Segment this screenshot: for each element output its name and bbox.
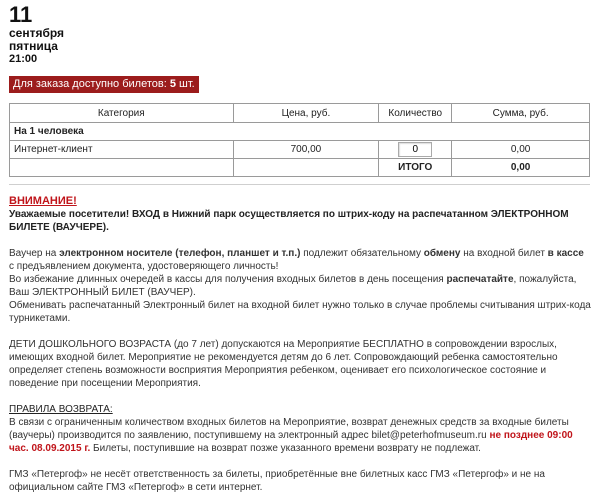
header-quantity: Количество <box>379 104 452 123</box>
refund-heading: ПРАВИЛА ВОЗВРАТА: <box>9 404 113 415</box>
row-sum: 0,00 <box>452 141 590 159</box>
event-date-block <box>9 4 64 65</box>
section-divider <box>9 184 590 185</box>
event-weekday: пятница <box>9 39 58 53</box>
row-category: Интернет-клиент <box>10 141 234 159</box>
disclaimer-paragraph: ГМЗ «Петергоф» не несёт ответственность за билеты, приобретённые вне билетных касс ГМЗ «Петергоф» и не на официальном сайте ГМЗ «Петергоф» в сети интернет. <box>9 469 545 493</box>
header-category: Категория <box>10 104 234 123</box>
queue-paragraph: Во избежание длинных очередей в кассы для получения входных билетов в день посещения распечатайте, пожалуйста, Ваш ЭЛЕКТРОННЫЙ БИЛЕТ (ВАУЧЕР). <box>9 274 577 298</box>
availability-unit: шт. <box>179 78 195 90</box>
quantity-input[interactable] <box>398 142 432 157</box>
notice-section <box>9 195 591 494</box>
total-row <box>10 159 590 177</box>
group-label: На 1 человека <box>10 123 590 141</box>
header-price: Цена, руб. <box>233 104 379 123</box>
ticket-table <box>9 103 590 177</box>
total-sum: 0,00 <box>452 159 590 177</box>
total-label: ИТОГО <box>379 159 452 177</box>
notice-intro: Уважаемые посетители! ВХОД в Нижний парк осуществляется по штрих-коду на распечатанном ЭЛЕКТРОННОМ БИЛЕТЕ (ВАУЧЕРЕ). <box>9 209 569 233</box>
event-time: 21:00 <box>9 53 38 65</box>
availability-text: Для заказа доступно билетов: <box>13 78 167 90</box>
row-price: 700,00 <box>233 141 379 159</box>
exchange-paragraph: Обменивать распечатанный Электронный билет на входной билет нужно только в случае проблемы считывания штрих-кода турникетами. <box>9 300 591 324</box>
group-row <box>10 123 590 141</box>
refund-deadline: не позднее 09:00 час. 08.09.2015 г. <box>9 430 573 454</box>
availability-count: 5 <box>169 78 176 90</box>
header-sum: Сумма, руб. <box>452 104 590 123</box>
children-paragraph: ДЕТИ ДОШКОЛЬНОГО ВОЗРАСТА (до 7 лет) допускаются на Мероприятие БЕСПЛАТНО в сопровождении взрослых, имеющих входной билет. Мероприятие не рекомендуется детям до 6 лет. Сопровождающий ребенка самостоятельно определяет степень возможности восприятия Мероприятия ребенком, оценивает его психологическое состояние и поведение при посещении Мероприятия. <box>9 339 558 389</box>
table-header-row <box>10 104 590 123</box>
event-month: сентября <box>9 26 65 40</box>
availability-banner <box>9 76 199 93</box>
row-quantity-cell <box>379 141 452 159</box>
event-day: 11 <box>9 2 33 27</box>
attention-heading: ВНИМАНИЕ! <box>9 195 77 207</box>
table-row <box>10 141 590 159</box>
refund-paragraph: В связи с ограниченным количеством входных билетов на Мероприятие, возврат денежных средств за входные билеты (ваучеры) производится по заявлению, поступившему на электронный адрес bilet@peterhofmuseum.ru не позднее 09:00 час. 08.09.2015 г. Билеты, поступившие на возврат позже указанного времени возврату не подлежат. <box>9 417 573 454</box>
voucher-paragraph: Ваучер на электронном носителе (телефон, планшет и т.п.) подлежит обязательному обмену на входной билет в кассе с предъявлением документа, удостоверяющего личность! <box>9 248 584 272</box>
